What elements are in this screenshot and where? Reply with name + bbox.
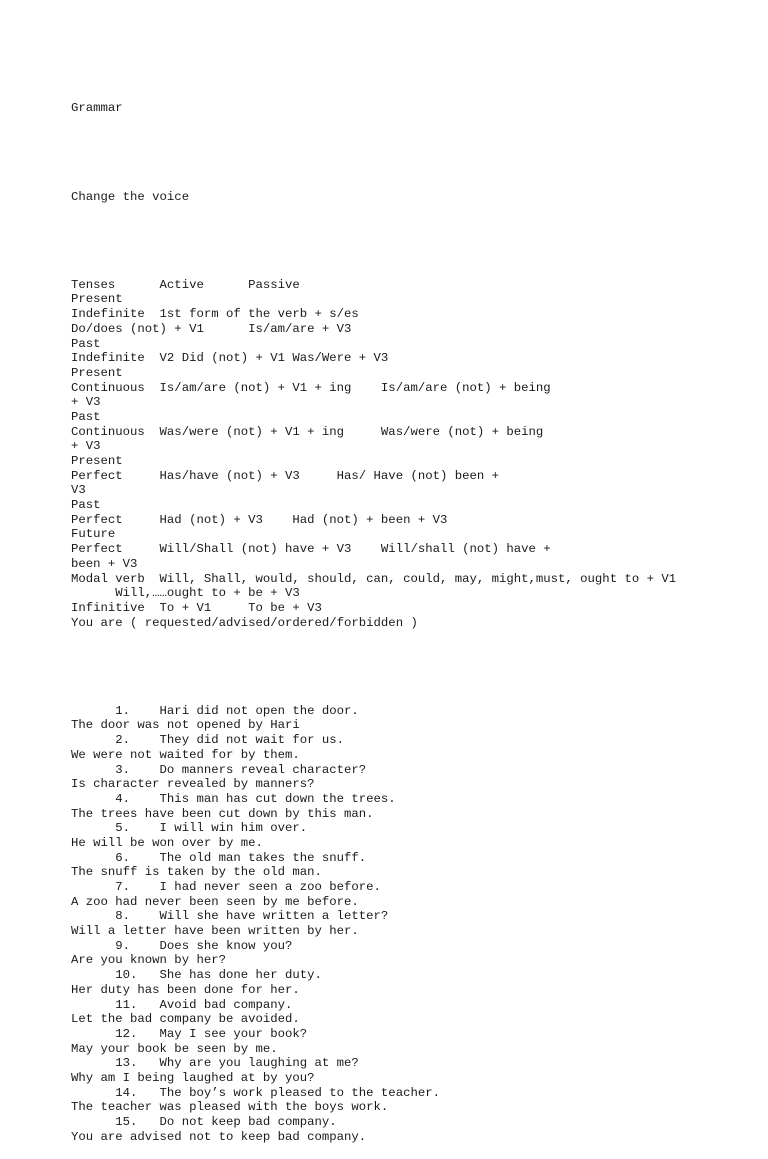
exercise-answer: Her duty has been done for her.: [71, 982, 300, 997]
table-line: Future: [71, 527, 116, 542]
table-line: Will,……ought to + be + V3: [71, 586, 300, 601]
exercise-question: 3. Do manners reveal character?: [71, 762, 367, 777]
exercise-answer: We were not waited for by them.: [71, 747, 300, 762]
exercise-question: 8. Will she have written a letter?: [71, 909, 389, 924]
table-line: Perfect Had (not) + V3 Had (not) + been + V3: [71, 512, 448, 527]
exercise-question: 6. The old man takes the snuff.: [71, 850, 367, 865]
exercise-answer: Are you known by her?: [71, 953, 226, 968]
tense-table: [71, 278, 751, 631]
table-line: Do/does (not) + V1 Is/am/are + V3: [71, 321, 352, 336]
exercise-question: 7. I had never seen a zoo before.: [71, 880, 381, 895]
exercise-question: 2. They did not wait for us.: [71, 733, 345, 748]
exercise-question: 9. Does she know you?: [71, 938, 293, 953]
spacer: [71, 146, 751, 161]
spacer: [71, 660, 751, 675]
exercise-question: 12. May I see your book?: [71, 1026, 308, 1041]
table-line: Continuous Was/were (not) + V1 + ing Was/were (not) + being: [71, 424, 544, 439]
exercise-question: 15. Do not keep bad company.: [71, 1115, 337, 1130]
exercise-answer: May your book be seen by me.: [71, 1041, 278, 1056]
exercise-question: 14. The boy’s work pleased to the teacher.: [71, 1085, 440, 1100]
exercise-question: 10. She has done her duty.: [71, 968, 322, 983]
exercise-answer: The door was not opened by Hari: [71, 718, 300, 733]
exercise-answer: Why am I being laughed at by you?: [71, 1070, 315, 1085]
exercise-answer: He will be won over by me.: [71, 835, 263, 850]
table-line: + V3: [71, 395, 101, 410]
exercise-question: 4. This man has cut down the trees.: [71, 791, 396, 806]
section-heading: Change the voice: [71, 189, 190, 204]
table-line: You are ( requested/advised/ordered/forbidden ): [71, 615, 418, 630]
table-line: Perfect Has/have (not) + V3 Has/ Have (not) been +: [71, 468, 500, 483]
table-line: + V3: [71, 439, 101, 454]
table-line: Perfect Will/Shall (not) have + V3 Will/shall (not) have +: [71, 542, 551, 557]
table-line: V3: [71, 483, 86, 498]
table-line: Continuous Is/am/are (not) + V1 + ing Is/am/are (not) + being: [71, 380, 551, 395]
exercise-question: 11. Avoid bad company.: [71, 997, 293, 1012]
table-line: been + V3: [71, 556, 138, 571]
exercise-answer: Will a letter have been written by her.: [71, 924, 359, 939]
spacer: [71, 234, 751, 249]
table-line: Past: [71, 336, 101, 351]
table-line: Past: [71, 409, 101, 424]
exercise-question: 5. I will win him over.: [71, 821, 308, 836]
exercise-answer: The teacher was pleased with the boys work.: [71, 1100, 389, 1115]
table-line: Present: [71, 454, 123, 469]
table-line: Present: [71, 365, 123, 380]
table-line: Present: [71, 292, 123, 307]
exercise-answer: A zoo had never been seen by me before.: [71, 894, 359, 909]
exercise-question: 13. Why are you laughing at me?: [71, 1056, 359, 1071]
table-line: Modal verb Will, Shall, would, should, can, could, may, might,must, ought to + V1: [71, 571, 677, 586]
exercise-answer: The trees have been cut down by this man.: [71, 806, 374, 821]
exercise-question: 1. Hari did not open the door.: [71, 703, 359, 718]
table-line: Infinitive To + V1 To be + V3: [71, 600, 322, 615]
exercise-answer: Let the bad company be avoided.: [71, 1012, 300, 1027]
table-line: Tenses Active Passive: [71, 277, 300, 292]
exercise-answer: Is character revealed by manners?: [71, 777, 315, 792]
table-line: Past: [71, 498, 101, 513]
exercise-answer: The snuff is taken by the old man.: [71, 865, 322, 880]
table-line: Indefinite V2 Did (not) + V1 Was/Were + V3: [71, 351, 389, 366]
table-line: Indefinite 1st form of the verb + s/es: [71, 307, 359, 322]
exercise-answer: You are advised not to keep bad company.: [71, 1129, 367, 1144]
exercise-list: [71, 704, 751, 1145]
document-page: [71, 72, 751, 1159]
document-title: Grammar: [71, 101, 123, 116]
